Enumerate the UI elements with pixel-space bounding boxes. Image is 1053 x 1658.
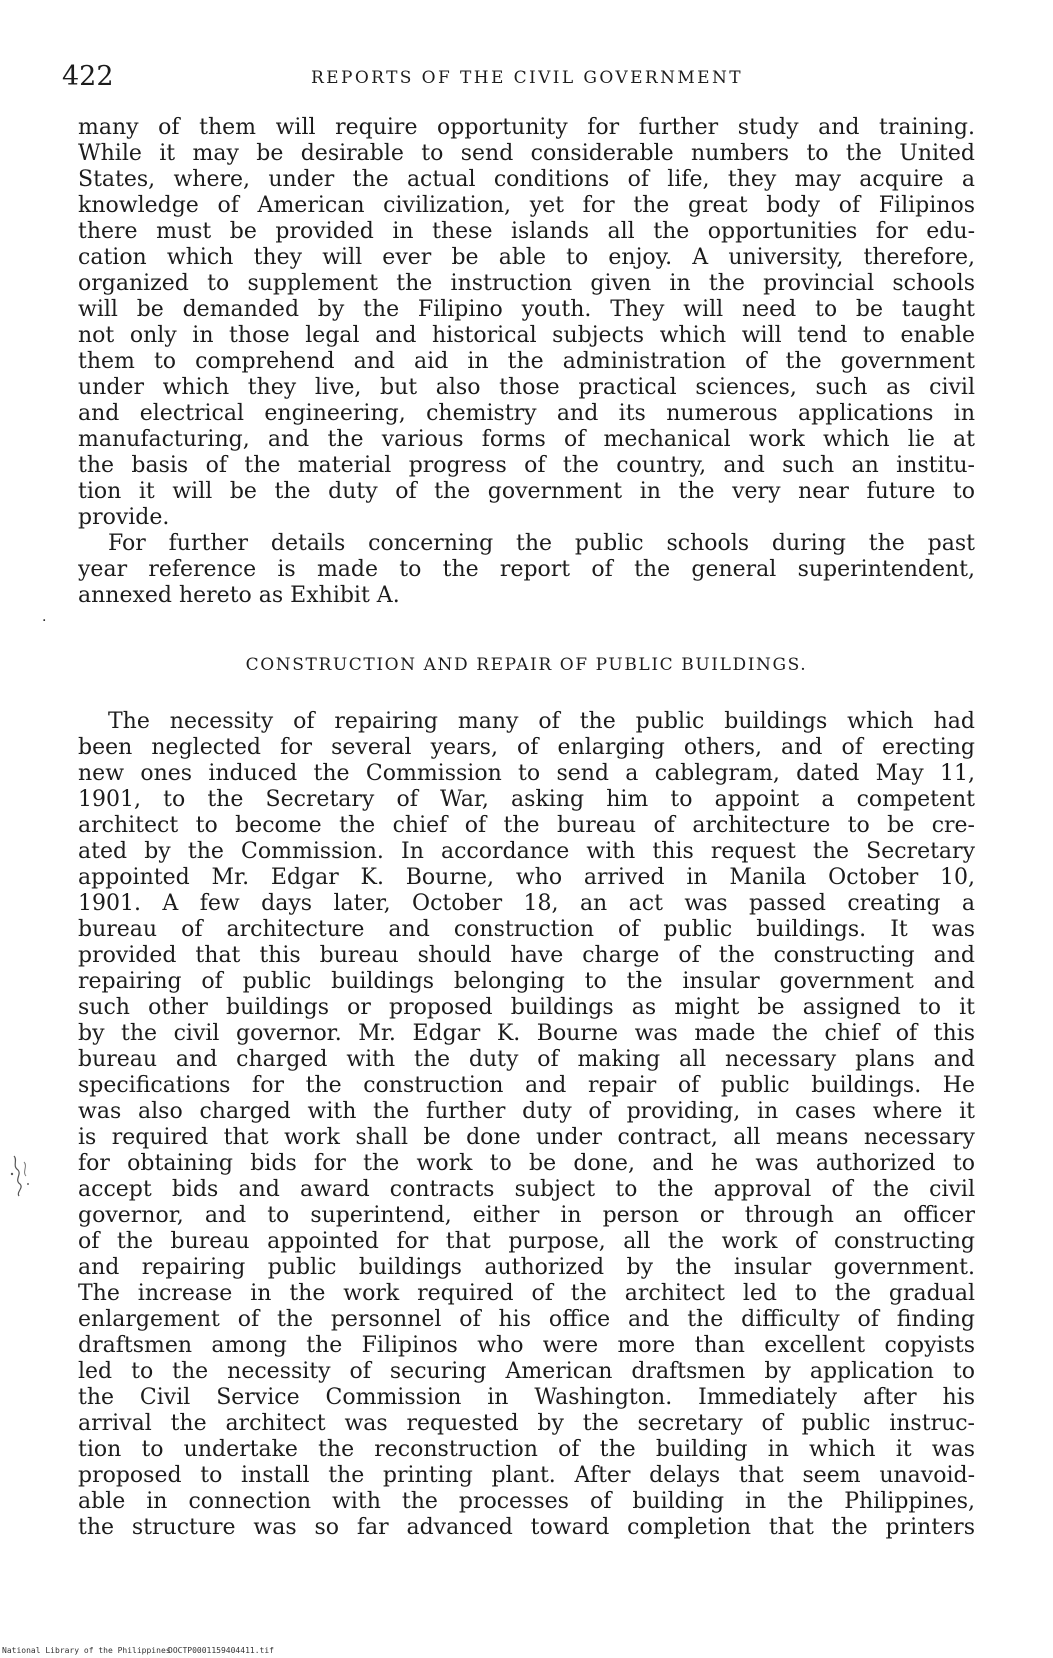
text-line: under which they live, but also those practical sciences, such as civil: [78, 375, 975, 400]
text-line: led to the necessity of securing American draftsmen by application to: [78, 1359, 975, 1384]
text-line: bureau and charged with the duty of making all necessary plans and: [78, 1047, 975, 1072]
text-line: been neglected for several years, of enlarging others, and of erecting: [78, 735, 975, 760]
text-line: will be demanded by the Filipino youth. They will need to be taught: [78, 297, 975, 322]
text-line: specifications for the construction and repair of public buildings. He: [78, 1073, 975, 1098]
text-line: was also charged with the further duty of providing, in cases where it: [78, 1099, 975, 1124]
text-line: provided that this bureau should have charge of the constructing and: [78, 943, 975, 968]
text-line: provide.: [78, 505, 170, 530]
text-line: governor, and to superintend, either in person or through an officer: [78, 1203, 975, 1228]
text-line: them to comprehend and aid in the administration of the government: [78, 349, 975, 374]
page-number: 422: [62, 61, 114, 92]
text-line: The necessity of repairing many of the public buildings which had: [108, 709, 975, 734]
text-line: repairing of public buildings belonging to the insular government and: [78, 969, 975, 994]
text-line: arrival the architect was requested by the secretary of public instruc-: [78, 1411, 975, 1436]
running-head: REPORTS OF THE CIVIL GOVERNMENT: [310, 68, 743, 88]
text-line: tion it will be the duty of the government in the very near future to: [78, 479, 975, 504]
text-line: For further details concerning the public schools during the past: [108, 531, 975, 556]
text-line: for obtaining bids for the work to be done, and he was authorized to: [78, 1151, 975, 1176]
text-line: While it may be desirable to send considerable numbers to the United: [78, 141, 975, 166]
text-line: annexed hereto as Exhibit A.: [78, 583, 400, 608]
page-header: [62, 60, 992, 94]
text-line: and repairing public buildings authorized by the insular government.: [78, 1255, 975, 1280]
text-line: such other buildings or proposed buildings as might be assigned to it: [78, 995, 975, 1020]
text-line: cation which they will ever be able to enjoy. A university, therefore,: [78, 245, 975, 270]
text-line: the Civil Service Commission in Washington. Immediately after his: [78, 1385, 975, 1410]
footer-file-id: DOCTP0001159404411.tif: [168, 1646, 274, 1655]
text-line: enlargement of the personnel of his office and the difficulty of finding: [78, 1307, 975, 1332]
margin-dot: ·: [42, 613, 47, 629]
section-heading: CONSTRUCTION AND REPAIR OF PUBLIC BUILDINGS.: [245, 655, 808, 675]
text-line: and electrical engineering, chemistry and its numerous applications in: [78, 401, 975, 426]
text-line: manufacturing, and the various forms of mechanical work which lie at: [78, 427, 975, 452]
text-line: year reference is made to the report of the general superintendent,: [78, 557, 975, 582]
text-line: by the civil governor. Mr. Edgar K. Bourne was made the chief of this: [78, 1021, 975, 1046]
text-line: not only in those legal and historical subjects which will tend to enable: [78, 323, 975, 348]
text-line: bureau of architecture and construction of public buildings. It was: [78, 917, 975, 942]
text-line: proposed to install the printing plant. After delays that seem unavoid-: [78, 1463, 975, 1488]
text-line: of the bureau appointed for that purpose, all the work of constructing: [78, 1229, 975, 1254]
text-line: able in connection with the processes of building in the Philippines,: [78, 1489, 975, 1514]
text-line: the structure was so far advanced toward completion that the printers: [78, 1515, 975, 1540]
text-line: new ones induced the Commission to send a cablegram, dated May 11,: [78, 761, 975, 786]
text-line: The increase in the work required of the architect led to the gradual: [78, 1281, 975, 1306]
text-line: tion to undertake the reconstruction of the building in which it was: [78, 1437, 975, 1462]
text-line: appointed Mr. Edgar K. Bourne, who arrived in Manila October 10,: [78, 865, 975, 890]
text-line: is required that work shall be done under contract, all means necessary: [78, 1125, 975, 1150]
text-line: ated by the Commission. In accordance with this request the Secretary: [78, 839, 975, 864]
text-line: knowledge of American civilization, yet for the great body of Filipinos: [78, 193, 975, 218]
margin-stain-mark: [4, 1150, 38, 1198]
text-line: accept bids and award contracts subject to the approval of the civil: [78, 1177, 975, 1202]
text-line: States, where, under the actual conditions of life, they may acquire a: [78, 167, 975, 192]
text-line: 1901, to the Secretary of War, asking him to appoint a competent: [78, 787, 975, 812]
text-line: there must be provided in these islands all the opportunities for edu-: [78, 219, 975, 244]
text-line: the basis of the material progress of the country, and such an institu-: [78, 453, 975, 478]
footer-library: National Library of the Philippines: [2, 1646, 171, 1655]
text-line: draftsmen among the Filipinos who were more than excellent copyists: [78, 1333, 975, 1358]
text-line: 1901. A few days later, October 18, an act was passed creating a: [78, 891, 975, 916]
text-line: many of them will require opportunity for further study and training.: [78, 115, 975, 140]
text-line: organized to supplement the instruction given in the provincial schools: [78, 271, 975, 296]
text-line: architect to become the chief of the bureau of architecture to be cre-: [78, 813, 975, 838]
